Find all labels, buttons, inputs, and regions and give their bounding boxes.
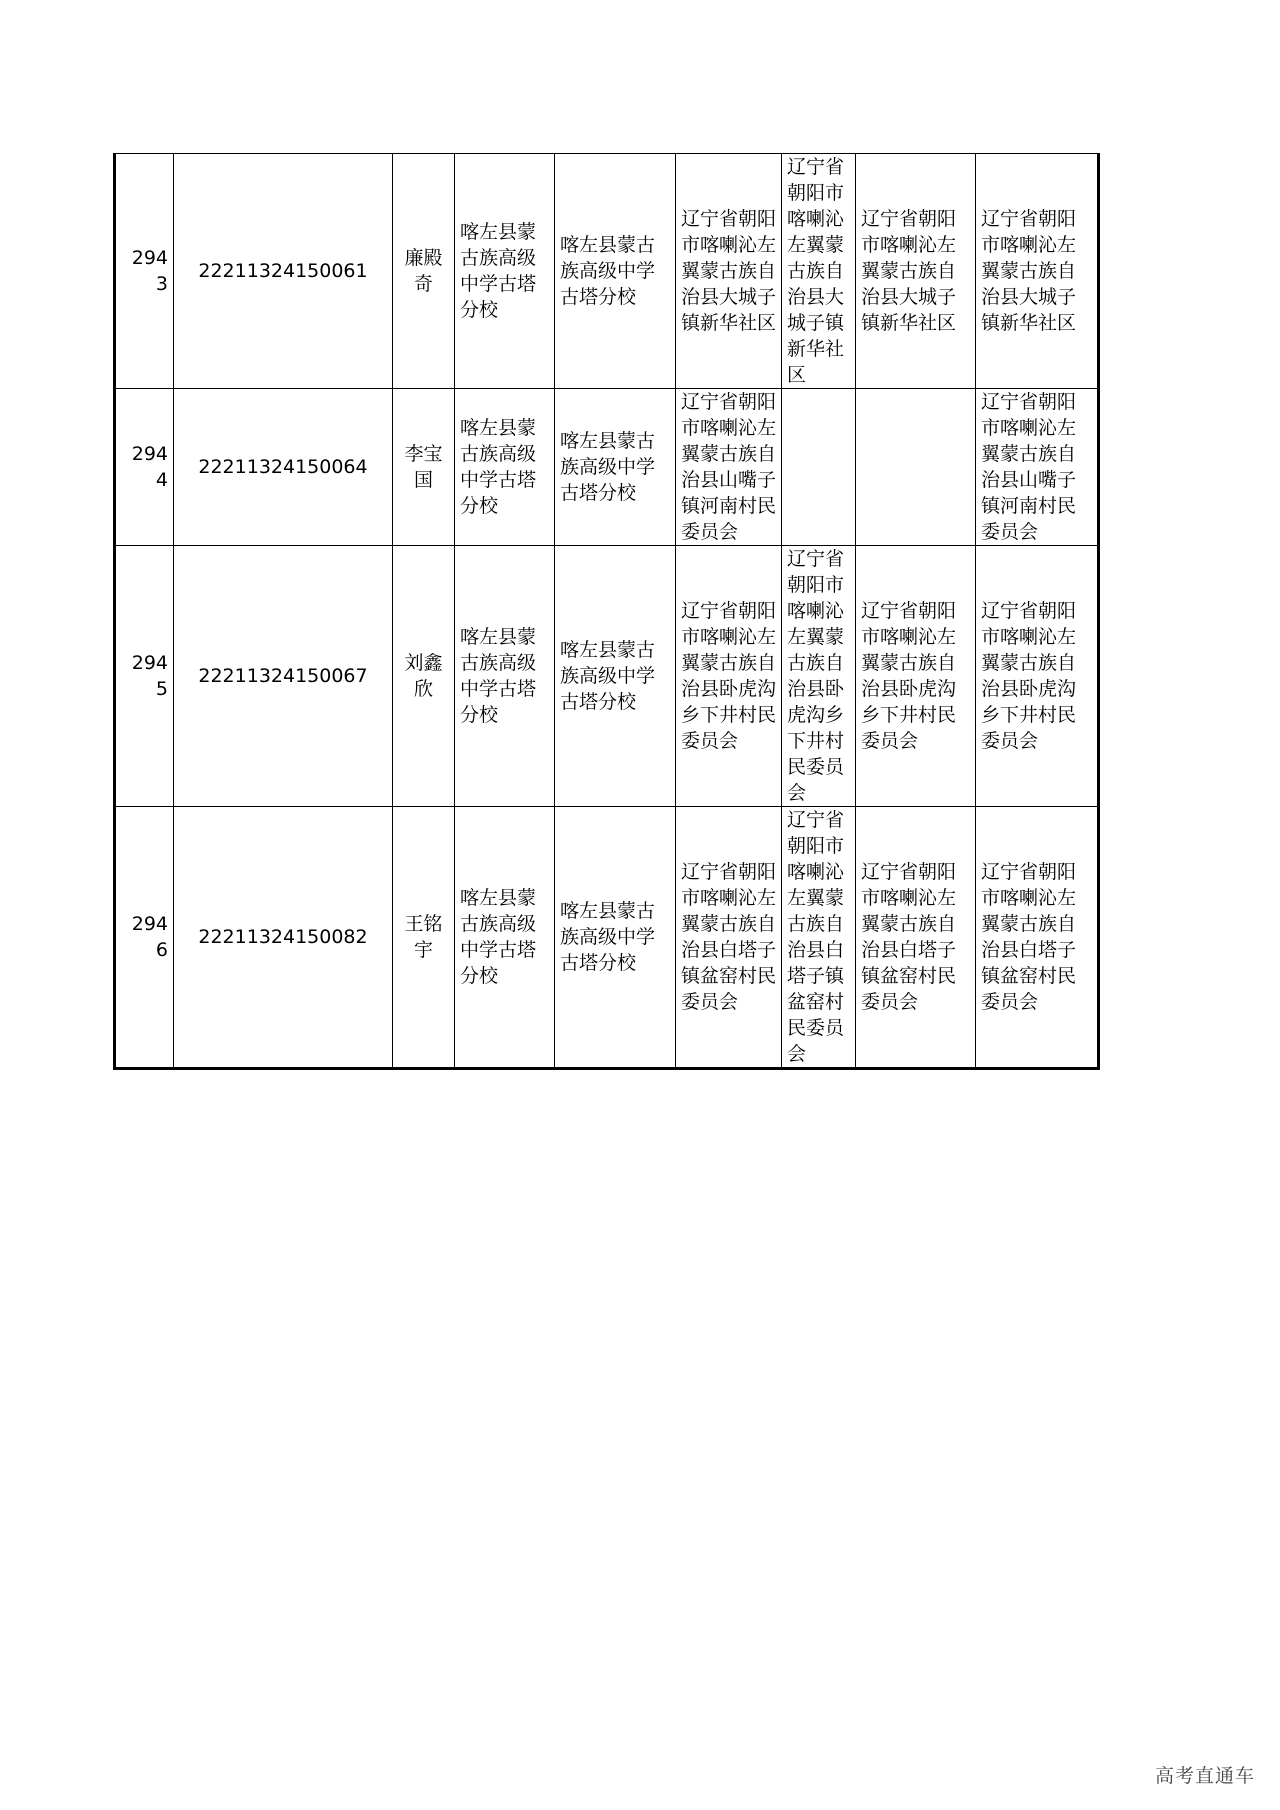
seq-cell: 2943 xyxy=(115,154,174,389)
school-cell: 喀左县蒙古族高级中学古塔分校 xyxy=(455,154,555,389)
address-cell-3: 辽宁省朝阳市喀喇沁左翼蒙古族自治县卧虎沟乡下井村民委员会 xyxy=(856,546,976,807)
name-cell: 廉殿奇 xyxy=(393,154,455,389)
school-full-cell: 喀左县蒙古族高级中学古塔分校 xyxy=(555,154,676,389)
school-full-cell: 喀左县蒙古族高级中学古塔分校 xyxy=(555,807,676,1069)
table-row xyxy=(115,807,1099,1069)
address-cell-2: 辽宁省朝阳市喀喇沁左翼蒙古族自治县白塔子镇盆窑村民委员会 xyxy=(782,807,856,1069)
address-cell-1: 辽宁省朝阳市喀喇沁左翼蒙古族自治县大城子镇新华社区 xyxy=(676,154,782,389)
footer-watermark: 高考直通车 xyxy=(1154,1765,1255,1787)
exam-id-cell: 22211324150082 xyxy=(174,807,393,1069)
address-cell-3: 辽宁省朝阳市喀喇沁左翼蒙古族自治县大城子镇新华社区 xyxy=(856,154,976,389)
exam-id-cell: 22211324150064 xyxy=(174,389,393,546)
address-cell-2 xyxy=(782,389,856,546)
table-row xyxy=(115,154,1099,389)
name-cell: 王铭宇 xyxy=(393,807,455,1069)
address-cell-4: 辽宁省朝阳市喀喇沁左翼蒙古族自治县白塔子镇盆窑村民委员会 xyxy=(976,807,1099,1069)
exam-id-cell: 22211324150061 xyxy=(174,154,393,389)
roster-table-wrapper xyxy=(113,153,1100,1070)
school-full-cell: 喀左县蒙古族高级中学古塔分校 xyxy=(555,546,676,807)
roster-table xyxy=(113,153,1100,1070)
name-cell: 刘鑫欣 xyxy=(393,546,455,807)
seq-cell: 2945 xyxy=(115,546,174,807)
school-cell: 喀左县蒙古族高级中学古塔分校 xyxy=(455,807,555,1069)
address-cell-2: 辽宁省朝阳市喀喇沁左翼蒙古族自治县大城子镇新华社区 xyxy=(782,154,856,389)
address-cell-3: 辽宁省朝阳市喀喇沁左翼蒙古族自治县白塔子镇盆窑村民委员会 xyxy=(856,807,976,1069)
table-row xyxy=(115,546,1099,807)
seq-cell: 2944 xyxy=(115,389,174,546)
school-cell: 喀左县蒙古族高级中学古塔分校 xyxy=(455,546,555,807)
name-cell: 李宝国 xyxy=(393,389,455,546)
address-cell-1: 辽宁省朝阳市喀喇沁左翼蒙古族自治县山嘴子镇河南村民委员会 xyxy=(676,389,782,546)
address-cell-1: 辽宁省朝阳市喀喇沁左翼蒙古族自治县白塔子镇盆窑村民委员会 xyxy=(676,807,782,1069)
address-cell-2: 辽宁省朝阳市喀喇沁左翼蒙古族自治县卧虎沟乡下井村民委员会 xyxy=(782,546,856,807)
school-cell: 喀左县蒙古族高级中学古塔分校 xyxy=(455,389,555,546)
address-cell-4: 辽宁省朝阳市喀喇沁左翼蒙古族自治县山嘴子镇河南村民委员会 xyxy=(976,389,1099,546)
address-cell-1: 辽宁省朝阳市喀喇沁左翼蒙古族自治县卧虎沟乡下井村民委员会 xyxy=(676,546,782,807)
exam-id-cell: 22211324150067 xyxy=(174,546,393,807)
table-row xyxy=(115,389,1099,546)
school-full-cell: 喀左县蒙古族高级中学古塔分校 xyxy=(555,389,676,546)
address-cell-3 xyxy=(856,389,976,546)
address-cell-4: 辽宁省朝阳市喀喇沁左翼蒙古族自治县卧虎沟乡下井村民委员会 xyxy=(976,546,1099,807)
address-cell-4: 辽宁省朝阳市喀喇沁左翼蒙古族自治县大城子镇新华社区 xyxy=(976,154,1099,389)
seq-cell: 2946 xyxy=(115,807,174,1069)
